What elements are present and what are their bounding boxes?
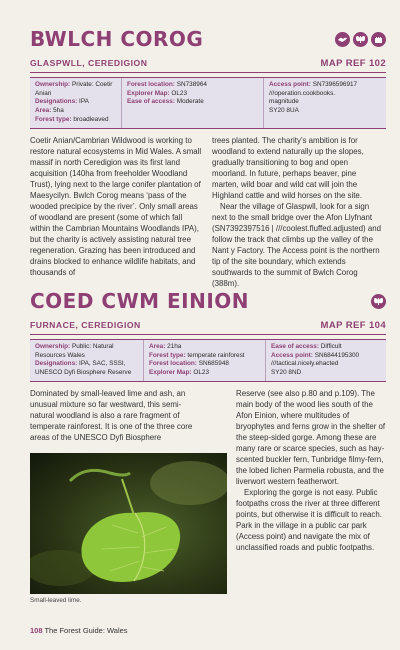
info-value: Private: Coetir Anian (35, 81, 113, 97)
info-value: magnitude (269, 98, 299, 106)
castle-icon (371, 32, 386, 47)
info-value: Difficult (320, 343, 342, 350)
paragraph: Near the village of Glaspwll, look for a sign next to the small bridge over the Afon Llyfnant (SN7392397516 | ///coolest.fluffed.adjusted) and follow the track that climbs up the valley of the Nant y Factory. The Access point is the northern tip of the site boundary, which extends southwards to the summit of Bwlch Corog (388m). (212, 201, 382, 289)
info-label: Forest location: (149, 360, 197, 368)
info-value: SY20 8ND (271, 369, 302, 377)
info-label: Ease of access: (271, 343, 319, 350)
paragraph: Coetir Anian/Cambrian Wildwood is working to restore natural ecosystems in Mid Wales. A small massif in north Ceredigion was its first land acquisition (140ha from freeholder Woodland Trust), lying next to the large conifer plantation of Maesycilyn. Bwlch Corog means ‘pass of the wooded precipice by the river’. Only small areas of woodland are present (some of which fall within the Cambrian Mountains Woodlands IPA), but the charity is actively assisting natural tree regeneration. Grazing has been introduced and drains blocked to enhance wildlife habitats, and thousands of (30, 135, 202, 278)
info-value: broadleaved (73, 115, 109, 123)
info-value: SN6844195300 (314, 351, 360, 359)
info-column (264, 78, 386, 128)
habitat-icons (371, 294, 386, 309)
lime-leaf-image (30, 453, 227, 594)
info-column (266, 340, 386, 381)
info-box (30, 77, 386, 129)
text-column (212, 135, 385, 290)
info-value: temperate rainforest (187, 351, 245, 359)
info-value: IPA (79, 98, 89, 106)
page (30, 26, 386, 605)
info-column (30, 340, 144, 381)
info-value: SN7396596917 (312, 81, 358, 88)
section-title: COED CWM EINION (30, 289, 250, 313)
body-text (30, 135, 386, 290)
info-label: Ease of access: (127, 98, 175, 106)
info-value: Moderate (176, 98, 204, 106)
bird-icon (335, 32, 350, 47)
info-value: IPA, SAC, SSSI, UNESCO Dyfi Biosphere Reserve (35, 360, 132, 377)
info-value: SY20 8UA (269, 107, 299, 115)
map-ref: MAP REF 102 (320, 58, 386, 69)
habitat-icons (335, 32, 386, 47)
info-column (122, 78, 264, 128)
section-title: BWLCH COROG (30, 27, 204, 51)
paragraph: trees planted. The charity’s ambition is for woodland to extend naturally up the slopes, gradually transitioning to bog and open moorland. In future, perhaps beaver, pine marten, wild boar and wild cat will join the Highland cattle and wild horses on the site. (212, 135, 364, 200)
text-column (30, 135, 203, 290)
paragraph: Reserve (see also p.80 and p.109). The main body of the wood lies south of the Afon Einion, where multitudes of bryophytes and ferns grow in the shelter of the steep-sided gorge. Among these are many rare or scarce species, such as hay-scented buckler fern, Tunbridge filmy-fern, the lobed lichen Parmelia robusta, and the liverwort western featherwort. (236, 388, 386, 487)
body-text (30, 388, 386, 604)
text-column (236, 388, 386, 604)
section-location: FURNACE, CEREDIGION (30, 320, 141, 330)
info-value: OL23 (171, 89, 188, 97)
info-value: OL23 (193, 369, 210, 377)
info-label: Designations: (35, 98, 78, 106)
book-title: The Forest Guide: Wales (44, 626, 128, 635)
info-value: Public: Natural Resources Wales (35, 343, 114, 359)
info-column (144, 340, 266, 381)
section-location: GLASPWLL, CEREDIGION (30, 58, 148, 68)
info-value: 21ha (167, 343, 182, 350)
info-label: Ownership: (35, 343, 71, 350)
info-value: ///tactical.nicely.ehacted (271, 360, 339, 368)
info-box (30, 339, 386, 382)
paragraph: Dominated by small-leaved lime and ash, an unusual mixture so far westward, this semi-natural woodland is also a rare fragment of temperate rainforest. It is one of the three core areas of the UNESCO Dyfi Biosphere (30, 388, 193, 442)
info-label: Explorer Map: (127, 89, 170, 97)
info-value: ///operation.cookbooks. (269, 89, 336, 97)
info-label: Area: (149, 343, 166, 350)
info-value: 5ha (53, 107, 64, 115)
butterfly-icon (371, 294, 386, 309)
paragraph: Exploring the gorge is not easy. Public footpaths cross the river at three different points, but otherwise it is difficult to reach. Park in the village in a public car park (Access point) and navigate the mix of unclassified roads and public footpaths. (236, 488, 382, 553)
info-label: Forest type: (35, 115, 72, 123)
info-value: SN685948 (198, 360, 229, 368)
info-label: Access point: (269, 81, 311, 88)
info-label: Area: (35, 107, 52, 115)
butterfly-icon (353, 32, 368, 47)
left-column (30, 388, 227, 604)
photo-caption: Small-leaved lime. (30, 597, 82, 605)
page-number: 108 (30, 626, 43, 635)
section-bwlch-corog (30, 26, 386, 289)
lime-leaf-photo (30, 453, 227, 594)
section-coed-cwm-einion (30, 288, 386, 604)
info-label: Forest type: (149, 351, 186, 359)
info-column (30, 78, 122, 128)
info-label: Access point: (271, 351, 313, 359)
info-label: Explorer Map: (149, 369, 192, 377)
map-ref: MAP REF 104 (320, 320, 386, 331)
info-label: Forest location: (127, 81, 175, 88)
info-label: Ownership: (35, 81, 71, 88)
page-footer (30, 626, 128, 635)
info-label: Designations: (35, 360, 78, 368)
info-value: SN738964 (176, 81, 207, 88)
